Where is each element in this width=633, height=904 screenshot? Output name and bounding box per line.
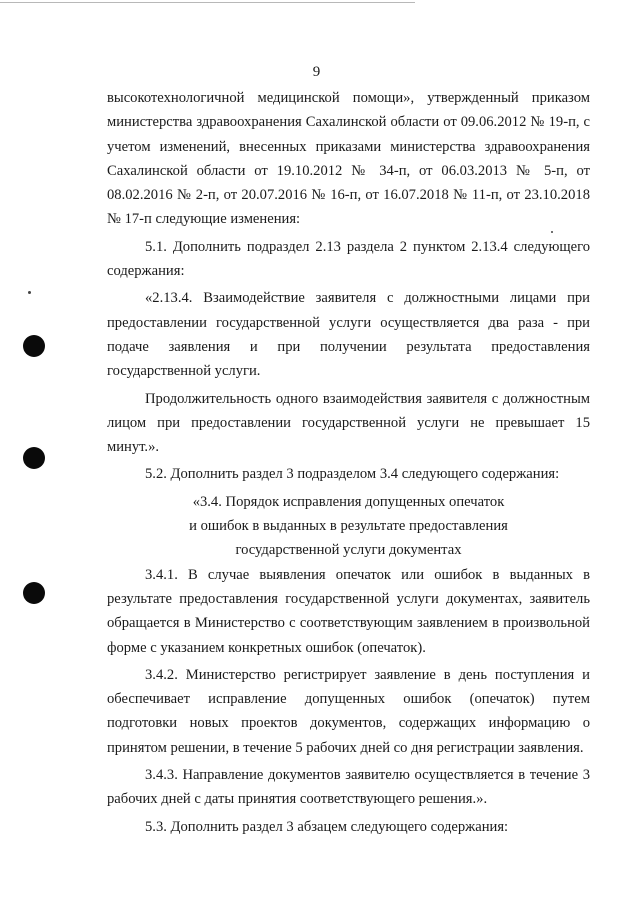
section-heading-line-2: и ошибок в выданных в результате предоставления bbox=[189, 518, 508, 535]
punch-hole bbox=[23, 582, 45, 604]
paragraph-5-2: 5.2. Дополнить раздел 3 подразделом 3.4 следующего содержания: bbox=[145, 466, 560, 483]
scan-speck bbox=[28, 291, 31, 294]
punch-hole bbox=[23, 447, 45, 469]
scan-top-edge-line bbox=[0, 2, 415, 3]
paragraph-3-4-3: 3.4.3. Направление документов заявителю осуществляется в течение 3 рабочих дней с даты принятия соответствующего решения.». bbox=[107, 767, 590, 808]
paragraph-duration: Продолжительность одного взаимодействия заявителя с должностным лицом при предоставлении государственной услуги не превышает 15 минут.». bbox=[107, 390, 590, 456]
document-body bbox=[107, 86, 590, 839]
paragraph-2-13-4: «2.13.4. Взаимодействие заявителя с должностными лицами при предоставлении государственной услуги осуществляется два раза - при подаче заявления и при получении результата предоставления государственной услуги. bbox=[107, 290, 590, 380]
paragraph-5-3: 5.3. Дополнить раздел 3 абзацем следующего содержания: bbox=[145, 818, 509, 835]
punch-hole bbox=[23, 335, 45, 357]
section-heading-line-1: «3.4. Порядок исправления допущенных опечаток bbox=[192, 493, 505, 510]
page-number: 9 bbox=[312, 64, 321, 80]
paragraph-3-4-1: 3.4.1. В случае выявления опечаток или ошибок в выданных в результате предоставления государственной услуги документах, заявитель обращается в Министерство с соответствующим заявлением в произвольной форме с указанием конкретных ошибок (опечаток). bbox=[107, 566, 590, 656]
paragraph-3-4-2: 3.4.2. Министерство регистрирует заявление в день поступления и обеспечивает исправление допущенных ошибок (опечаток) путем подготовки новых проектов документов, содержащих информацию о принятом решении, в течение 5 рабочих дней со дня регистрации заявления. bbox=[107, 666, 590, 756]
paragraph-5-1: 5.1. Дополнить подраздел 2.13 раздела 2 пунктом 2.13.4 следующего содержания: bbox=[107, 238, 590, 280]
paragraph-intro: высокотехнологичной медицинской помощи», утвержденный приказом министерства здравоохранения Сахалинской области от 09.06.2012 № 19-п, с учетом изменений, внесенных приказами министерства здравоохранения Сахалинской области от 19.10.2012 № 34-п, от 06.03.2013 № 5-п, от 08.02.2016 № 2-п, от 20.07.2016 № 16-п, от 16.07.2018 № 11-п, от 23.10.2018 № 17-п следующие изменения: bbox=[107, 90, 590, 228]
section-heading-line-3: государственной услуги документах bbox=[235, 542, 462, 559]
